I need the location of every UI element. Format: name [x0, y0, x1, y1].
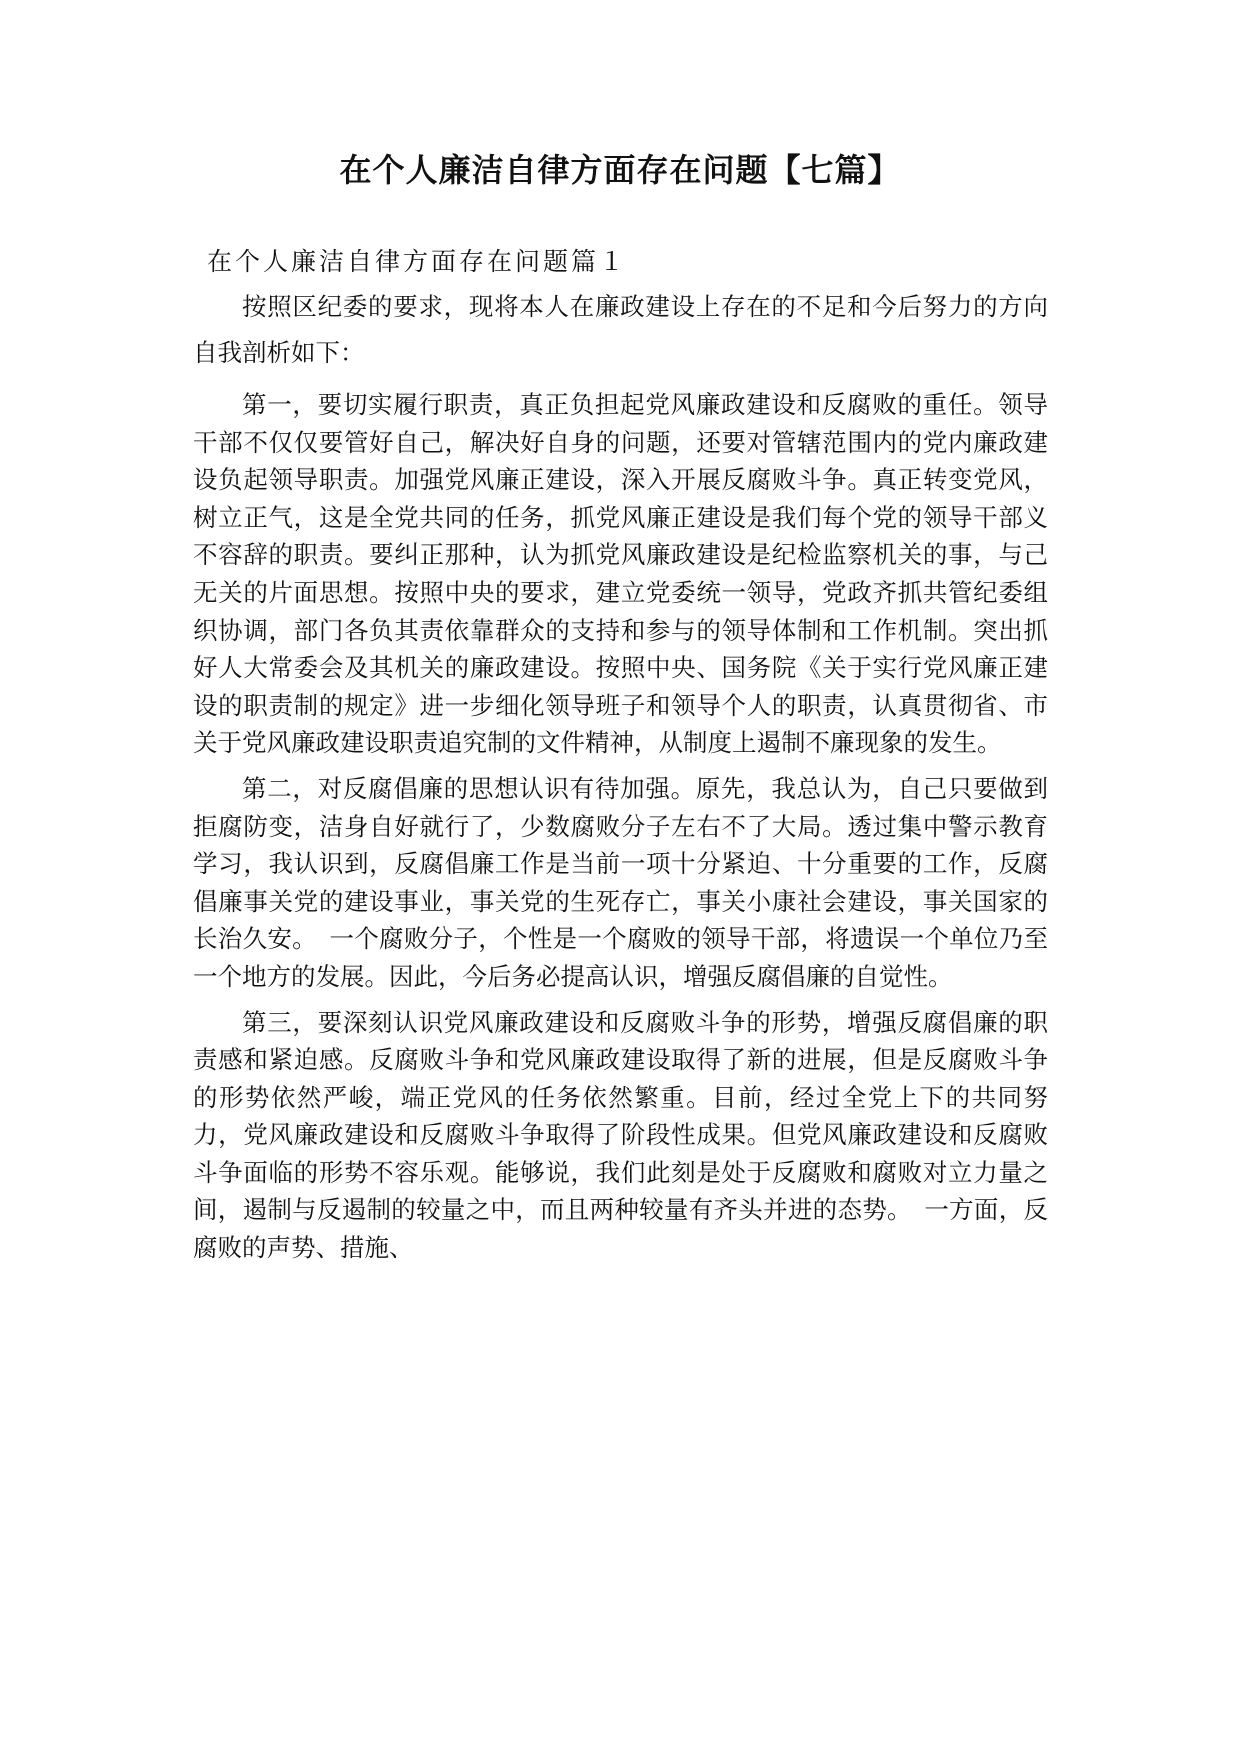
paragraph-third-point: 第三，要深刻认识党风廉政建设和反腐败斗争的形势，增强反腐倡廉的职责感和紧迫感。反腐败斗争和党风廉政建设取得了新的进展，但是反腐败斗争的形势依然严峻，端正党风的任务依然繁重。目前，经过全党上下的共同努力，党风廉政建设和反腐败斗争取得了阶段性成果。但党风廉政建设和反腐败斗争面临的形势不容乐观。能够说，我们此刻是处于反腐败和腐败对立力量之间，遏制与反遏制的较量之中，而且两种较量有齐头并进的态势。 一方面，反腐败的声势、措施、 [193, 1007, 1048, 1263]
document-body [193, 284, 1048, 1267]
paragraph-second-point: 第二，对反腐倡廉的思想认识有待加强。原先，我总认为，自己只要做到拒腐防变，洁身自好就行了，少数腐败分子左右不了大局。透过集中警示教育学习，我认识到，反腐倡廉工作是当前一项十分紧迫、十分重要的工作，反腐倡廉事关党的建设事业，事关党的生死存亡，事关小康社会建设，事关国家的长治久安。 一个腐败分子，个性是一个腐败的领导干部，将遗误一个单位乃至一个地方的发展。因此，今后务必提高认识，增强反腐倡廉的自觉性。 [193, 773, 1048, 991]
paragraph-first-point: 第一，要切实履行职责，真正负担起党风廉政建设和反腐败的重任。领导干部不仅仅要管好自己，解决好自身的问题，还要对管辖范围内的党内廉政建设负起领导职责。加强党风廉正建设，深入开展反腐败斗争。真正转变党风，树立正气，这是全党共同的任务，抓党风廉正建设是我们每个党的领导干部义不容辞的职责。要纠正那种，认为抓党风廉政建设是纪检监察机关的事，与己无关的片面思想。按照中央的要求，建立党委统一领导，党政齐抓共管纪委组织协调，部门各负其责依靠群众的支持和参与的领导体制和工作机制。突出抓好人大常委会及其机关的廉政建设。按照中央、国务院《关于实行党风廉正建设的职责制的规定》进一步细化领导班子和领导个人的职责，认真贯彻省、市关于党风廉政建设职责追究制的文件精神，从制度上遏制不廉现象的发生。 [193, 390, 1048, 758]
section-heading: 在个人廉洁自律方面存在问题篇１ [207, 247, 628, 276]
document-title: 在个人廉洁自律方面存在问题【七篇】 [339, 151, 901, 189]
paragraph-intro: 按照区纪委的要求，现将本人在廉政建设上存在的不足和今后努力的方向自我剖析如下： [193, 292, 1048, 367]
